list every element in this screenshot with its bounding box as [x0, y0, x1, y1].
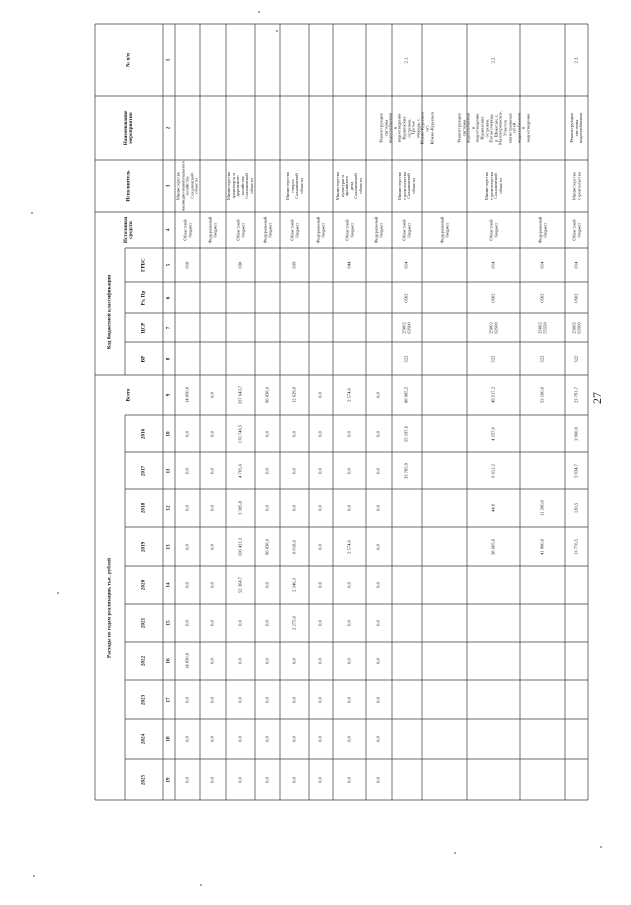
- row-value: 44,0: [490, 503, 496, 513]
- row-value: 52 364,7: [237, 576, 243, 594]
- header-year: 2021: [140, 617, 147, 629]
- row-value: 0,0: [375, 736, 381, 742]
- scan-speck: [31, 212, 33, 214]
- row-value: 96 838,6: [264, 538, 270, 555]
- column-number: 5: [165, 263, 172, 267]
- row-value: 0,0: [209, 543, 215, 550]
- row-value: 0,0: [346, 467, 352, 474]
- row-value: 4 257,0: [490, 426, 496, 441]
- row-grbs: 014: [403, 261, 409, 269]
- row-value: 0,0: [237, 776, 243, 783]
- row-source: Федеральный бюджет: [315, 216, 325, 244]
- row-value: 0,0: [375, 543, 381, 550]
- row-value: 14 850,0: [184, 386, 190, 404]
- row-vr: 522: [573, 355, 579, 362]
- header-kbk: Код бюджетной классификации: [106, 274, 113, 349]
- row-value: 0,0: [264, 505, 270, 511]
- header-name: Наименование мероприятия: [122, 110, 134, 146]
- row-source: Областной бюджет: [401, 219, 411, 241]
- row-value: 13 776,5: [573, 538, 579, 555]
- row-value: 4 705,6: [237, 463, 243, 478]
- header-year: 2016: [140, 428, 147, 439]
- row-vr: 522: [403, 355, 409, 362]
- header-year: 2023: [140, 694, 147, 705]
- row-value: 0,0: [264, 736, 270, 742]
- row-value: 0,0: [346, 582, 352, 588]
- row-executor: Министерство транспорта и дорожного хозяйства Сахалинской области: [225, 171, 254, 201]
- row-csr: 25002 63500: [401, 321, 411, 334]
- row-name: Реконструкция системы водоснабжения и водоотведения Курильских островов. Третья очередь. с. Южно-Курильск пгт. Южно-Курильск: [378, 111, 434, 145]
- row-csr: 25002 63500: [487, 321, 498, 334]
- row-csr: 25002 55550: [536, 321, 547, 334]
- row-value: 120,5: [573, 502, 579, 514]
- row-value: 38 605,0: [490, 538, 496, 555]
- column-number: 18: [165, 736, 172, 742]
- row-value: 0,0: [346, 505, 352, 511]
- row-value: 0,0: [184, 620, 190, 626]
- scan-speck: [600, 846, 602, 848]
- header-year: 2020: [140, 579, 147, 591]
- row-executor: Министерство строительства Сахалинской области: [483, 171, 503, 201]
- row-value: 0,0: [264, 467, 270, 474]
- row-source: Областной бюджет: [234, 219, 245, 241]
- column-number: 13: [165, 543, 172, 550]
- row-value: 337 643,7: [237, 385, 243, 405]
- column-number: 6: [165, 296, 172, 299]
- scan-speck: [57, 592, 59, 594]
- header-source: Источники средств: [122, 216, 134, 244]
- row-value: 0,0: [291, 776, 297, 783]
- row-value: 170 746,5: [237, 424, 243, 443]
- row-rzpr: 0502: [573, 292, 579, 303]
- column-number: 4: [165, 228, 172, 232]
- row-value: 55 197,6: [403, 425, 409, 442]
- row-rzpr: 0502: [403, 292, 409, 303]
- column-number: 17: [165, 696, 172, 703]
- row-value: 0,0: [209, 392, 215, 398]
- row-executor: Министерство строительства Сахалинской области: [396, 171, 416, 201]
- row-value: 106 421,3: [237, 537, 243, 556]
- row-value: 0,0: [317, 620, 323, 626]
- row-value: 5 934,7: [573, 463, 579, 478]
- row-value: 0,0: [264, 696, 270, 703]
- row-grbs: 014: [573, 261, 579, 269]
- row-value: 8 018,6: [291, 539, 297, 554]
- row-executor: Министерство строительства: [570, 171, 581, 201]
- row-value: 0,0: [237, 620, 243, 626]
- column-number: 7: [165, 326, 172, 329]
- page-number: 27: [590, 392, 604, 404]
- row-value: 2 574,0: [346, 388, 352, 402]
- row-source: Федеральный бюджет: [373, 216, 383, 244]
- row-source: Федеральный бюджет: [536, 216, 547, 244]
- row-source: Федеральный бюджет: [207, 216, 217, 244]
- row-value: 0,0: [264, 776, 270, 783]
- row-value: 0,0: [209, 620, 215, 626]
- row-value: 0,0: [346, 430, 352, 437]
- row-value: 0,0: [375, 392, 381, 398]
- row-number: 2.2.: [490, 56, 496, 64]
- header-exec: Исполнитель: [125, 170, 132, 202]
- row-grbs: 038: [237, 261, 243, 269]
- row-source: Областной бюджет: [343, 219, 354, 241]
- row-value: 0,0: [375, 620, 381, 626]
- row-value: 0,0: [375, 582, 381, 588]
- row-source: Областной бюджет: [288, 219, 299, 241]
- header-rzpr: Рз, Пр: [140, 290, 147, 305]
- row-value: 0,0: [346, 776, 352, 783]
- row-value: 0,0: [291, 696, 297, 703]
- row-value: 2 275,0: [291, 616, 297, 630]
- header-csr: ЦСР: [140, 322, 147, 333]
- row-value: 0,0: [237, 696, 243, 703]
- row-rzpr: 0502: [539, 292, 545, 303]
- row-value: 2 574,0: [346, 539, 352, 554]
- column-number: 15: [165, 620, 172, 626]
- row-value: 0,0: [317, 543, 323, 550]
- header-year: 2017: [140, 465, 147, 476]
- row-value: 0,0: [317, 696, 323, 703]
- row-value: 0,0: [184, 696, 190, 703]
- row-value: 6 611,2: [490, 463, 496, 478]
- row-value: 0,0: [375, 658, 381, 664]
- row-value: 88 985,5: [403, 386, 409, 404]
- column-number: 9: [165, 393, 172, 397]
- row-value: 0,0: [317, 658, 323, 664]
- header-grbs: ГРБС: [140, 258, 147, 272]
- row-value: 3 385,8: [237, 501, 243, 515]
- row-source: Областной бюджет: [487, 219, 498, 241]
- row-value: 0,0: [264, 582, 270, 588]
- row-vr: 522: [490, 355, 496, 362]
- row-source: Областной бюджет: [181, 219, 192, 241]
- row-value: 0,0: [184, 430, 190, 437]
- row-value: 0,0: [346, 620, 352, 626]
- row-value: 0,0: [346, 658, 352, 664]
- header-vr: ВР: [140, 355, 147, 362]
- row-value: 0,0: [209, 776, 215, 783]
- row-value: 0,0: [375, 505, 381, 511]
- column-number: 14: [165, 582, 172, 588]
- row-executor: Министерство спорта Сахалинской области: [284, 171, 304, 201]
- row-value: 0,0: [317, 736, 323, 742]
- row-value: 0,0: [209, 430, 215, 437]
- column-number: 19: [165, 776, 172, 783]
- row-source: Областной бюджет: [570, 219, 581, 241]
- scan-speck: [200, 884, 202, 886]
- header-year: 2018: [140, 502, 147, 514]
- row-value: 96 838,6: [264, 386, 270, 404]
- row-number: 2.1.: [403, 56, 409, 64]
- row-value: 0,0: [237, 658, 243, 664]
- row-value: 14 850,0: [184, 652, 190, 670]
- row-value: 0,0: [291, 736, 297, 742]
- column-number: 11: [165, 468, 172, 473]
- header-total: Всего: [125, 388, 132, 402]
- row-value: 0,0: [264, 620, 270, 626]
- column-number: 10: [165, 430, 172, 437]
- row-value: 0,0: [375, 430, 381, 437]
- row-value: 12 629,9: [291, 386, 297, 404]
- column-number: 1: [165, 58, 172, 62]
- row-value: 53 100,0: [539, 386, 545, 404]
- row-value: 0,0: [184, 505, 190, 511]
- header-year: 2024: [140, 733, 147, 745]
- row-value: 0,0: [209, 696, 215, 703]
- row-value: 0,0: [317, 467, 323, 474]
- row-value: 11 200,0: [539, 500, 545, 516]
- row-rzpr: 0502: [490, 292, 496, 303]
- row-value: 0,0: [291, 505, 297, 511]
- row-name: Реконструкция системы водоснабжения: [568, 113, 583, 143]
- row-value: 0,0: [346, 696, 352, 703]
- row-value: 41 900,0: [539, 538, 545, 555]
- scan-speck: [33, 875, 35, 877]
- row-value: 0,0: [317, 776, 323, 783]
- row-value: 0,0: [375, 467, 381, 474]
- row-value: 0,0: [209, 505, 215, 511]
- row-executor: Министерство жилищно-коммунального хозяйства Сахалинской области: [175, 160, 199, 212]
- row-value: 0,0: [291, 430, 297, 437]
- row-value: 0,0: [264, 430, 270, 437]
- row-value: 0,0: [264, 658, 270, 664]
- scan-speck: [454, 852, 456, 854]
- row-value: 0,0: [317, 392, 323, 398]
- row-source: Федеральный бюджет: [261, 216, 272, 244]
- scan-speck: [276, 30, 278, 32]
- row-value: 0,0: [209, 736, 215, 742]
- column-number: 16: [165, 658, 172, 664]
- row-value: 0,0: [184, 467, 190, 474]
- row-value: 3 960,0: [573, 426, 579, 441]
- row-name: Реконструкция системы водоснабжения и водоотведения Курильских островов. Пятая очередь. п. Шикотан, с. Малокурильское. Участок магистральных сетей водоснабжения и водоотведения: [455, 111, 530, 145]
- row-value: 0,0: [346, 736, 352, 742]
- row-grbs: 039: [291, 261, 297, 269]
- column-number: 8: [165, 357, 172, 360]
- row-value: 0,0: [375, 776, 381, 783]
- row-csr: 25002 63500: [570, 321, 581, 334]
- row-value: 0,0: [184, 543, 190, 550]
- row-value: 33 785,9: [403, 462, 409, 479]
- row-vr: 522: [539, 355, 545, 362]
- row-number: 2.3.: [573, 56, 579, 64]
- header-year: 2019: [140, 541, 147, 552]
- header-no: № п/п: [125, 53, 132, 67]
- column-number: 2: [165, 126, 172, 130]
- row-source: Федеральный бюджет: [438, 216, 449, 244]
- header-year: 2022: [140, 655, 147, 667]
- row-value: 0,0: [209, 582, 215, 588]
- row-value: 0,0: [237, 736, 243, 742]
- row-value: 0,0: [317, 582, 323, 588]
- row-value: 0,0: [317, 505, 323, 511]
- row-value: 0,0: [291, 467, 297, 474]
- row-executor: Министерство культуры и архивного дела Сахалинской области: [334, 171, 363, 201]
- scan-speck: [258, 11, 260, 13]
- row-value: 49 517,2: [490, 386, 496, 404]
- row-value: 23 791,7: [573, 386, 579, 404]
- row-grbs: 044: [346, 261, 352, 269]
- row-value: 0,0: [209, 467, 215, 474]
- row-grbs: 014: [539, 261, 545, 269]
- row-grbs: 014: [490, 261, 496, 269]
- row-value: 0,0: [209, 658, 215, 664]
- row-value: 0,0: [317, 430, 323, 437]
- row-value: 2 346,3: [291, 578, 297, 592]
- row-value: 0,0: [375, 696, 381, 703]
- column-number: 3: [165, 184, 172, 188]
- row-grbs: 018: [184, 261, 190, 269]
- row-value: 0,0: [184, 582, 190, 588]
- row-value: 0,0: [184, 736, 190, 742]
- row-value: 0,0: [184, 776, 190, 783]
- header-year: 2025: [140, 774, 147, 785]
- row-value: 0,0: [291, 658, 297, 664]
- column-number: 12: [165, 505, 172, 511]
- header-expenses: Расходы по годам реализации, тыс. рублей: [106, 557, 113, 658]
